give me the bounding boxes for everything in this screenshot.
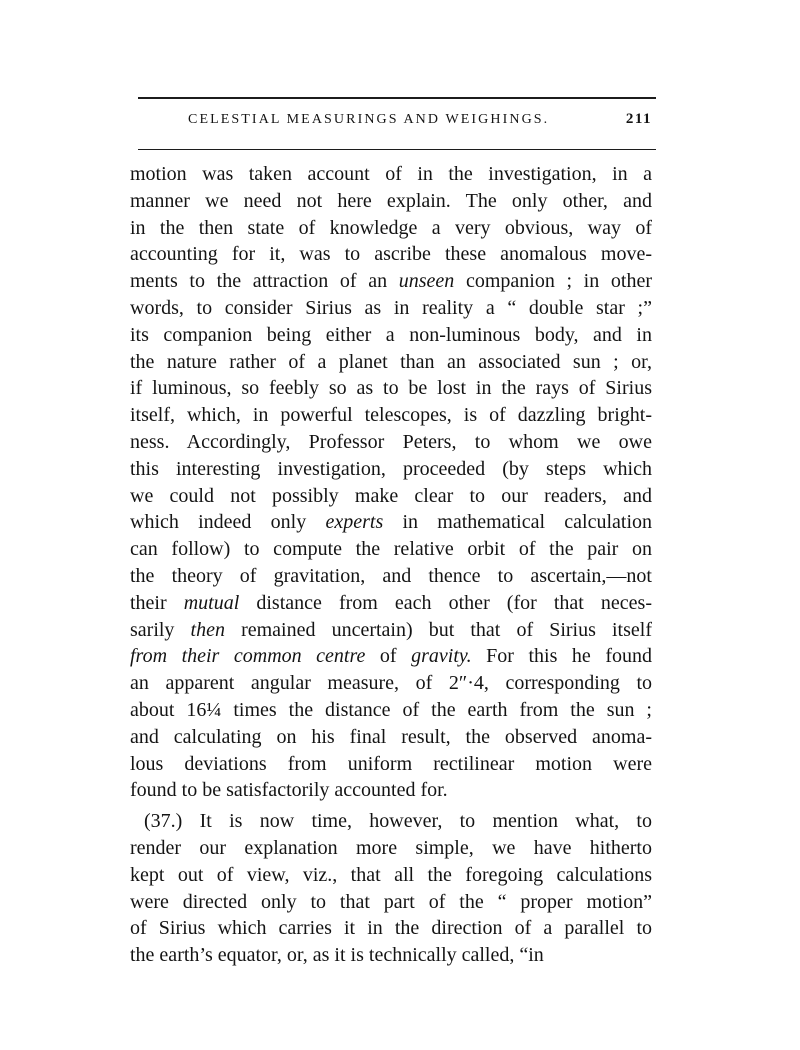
body-text xyxy=(130,161,652,969)
italic-text: experts xyxy=(325,511,384,534)
italic-text: unseen xyxy=(398,270,455,293)
text-line: itself, which, in powerful telescopes, is of dazzling bright- xyxy=(130,404,652,427)
text-line: the earth’s equator, or, as it is technically called, “in xyxy=(130,944,544,967)
text-line: kept out of view, viz., that all the foregoing calculations xyxy=(130,863,652,886)
running-title: CELESTIAL MEASURINGS AND WEIGHINGS. xyxy=(188,112,550,127)
text-line: ments to the attraction of an unseen companion ; in other xyxy=(130,270,652,293)
text-line: sarily then remained uncertain) but that of Sirius itself xyxy=(130,618,652,641)
text-line: about 16¼ times the distance of the earth from the sun ; xyxy=(130,698,652,721)
text-line: an apparent angular measure, of 2″·4, corresponding to xyxy=(130,672,652,695)
text-line: their mutual distance from each other (for that neces- xyxy=(130,591,652,614)
text-line: this interesting investigation, proceeded (by steps which xyxy=(130,457,652,480)
text-line: were directed only to that part of the “ proper motion” xyxy=(130,890,652,913)
text-line: words, to consider Sirius as in reality a “ double star ;” xyxy=(130,296,652,319)
text-line: found to be satisfactorily accounted for. xyxy=(130,779,448,802)
text-line: ness. Accordingly, Professor Peters, to whom we owe xyxy=(130,430,652,453)
italic-text: from their common centre xyxy=(130,645,366,668)
italic-text: mutual xyxy=(183,591,240,614)
text-line: accounting for it, was to ascribe these anomalous move- xyxy=(130,243,652,266)
italic-text: then xyxy=(190,618,225,641)
text-line: motion was taken account of in the investigation, in a xyxy=(130,163,652,185)
text-line: if luminous, so feebly so as to be lost in the rays of Sirius xyxy=(130,377,652,400)
header-rule-bottom xyxy=(138,149,656,150)
text-line: from their common centre of gravity. For this he found xyxy=(130,645,652,668)
text-line: we could not possibly make clear to our readers, and xyxy=(130,484,652,507)
text-line: (37.) It is now time, however, to mention what, to xyxy=(144,810,652,833)
paragraph xyxy=(130,161,652,804)
text-line: its companion being either a non-luminous body, and in xyxy=(130,323,652,346)
paragraph xyxy=(130,808,652,969)
text-line: of Sirius which carries it in the direction of a parallel to xyxy=(130,917,652,940)
text-line: lous deviations from uniform rectilinear motion were xyxy=(130,752,652,775)
text-line: the theory of gravitation, and thence to ascertain,—not xyxy=(130,564,652,587)
italic-text: gravity. xyxy=(411,645,472,668)
running-header xyxy=(138,110,656,136)
text-line: the nature rather of a planet than an associated sun ; or, xyxy=(130,350,652,373)
header-rule-top xyxy=(138,97,656,99)
text-line: render our explanation more simple, we have hitherto xyxy=(130,836,652,859)
text-line: and calculating on his final result, the observed anoma- xyxy=(130,725,652,748)
text-line: which indeed only experts in mathematical calculation xyxy=(130,511,652,534)
text-line: can follow) to compute the relative orbit of the pair on xyxy=(130,538,652,561)
page-number: 211 xyxy=(625,111,652,127)
text-line: in the then state of knowledge a very obvious, way of xyxy=(130,216,652,239)
text-line: manner we need not here explain. The only other, and xyxy=(130,189,652,212)
